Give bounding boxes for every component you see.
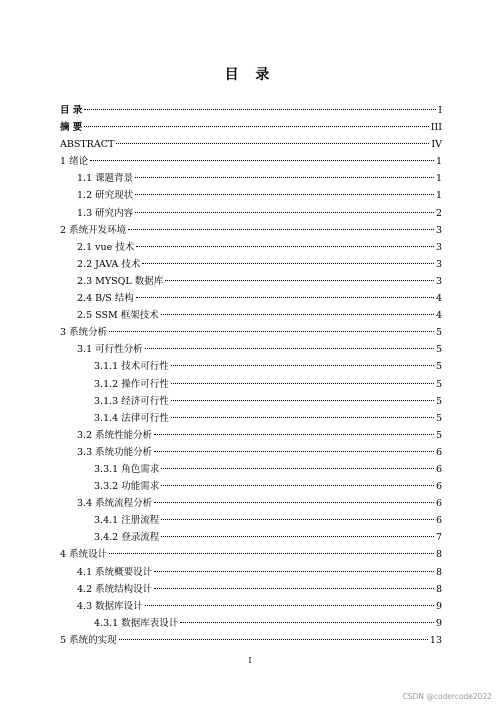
toc-leader-dots: [109, 331, 434, 332]
toc-entry-label: 2.5 SSM 框架技术: [77, 310, 159, 322]
toc-entry[interactable]: [60, 222, 442, 239]
toc-entry-page: 1: [435, 190, 442, 202]
toc-entry-label: 摘 要: [60, 122, 83, 134]
toc-entry-page: 1: [435, 156, 442, 168]
toc-entry-page: 8: [435, 549, 442, 561]
toc-leader-dots: [142, 263, 434, 264]
toc-entry[interactable]: [60, 461, 442, 478]
toc-entry[interactable]: [60, 529, 442, 546]
toc-entry-page: 5: [435, 327, 442, 339]
toc-entry-label: 5 系统的实现: [60, 634, 117, 646]
toc-entry-page: 5: [435, 412, 442, 424]
toc-leader-dots: [90, 160, 434, 161]
toc-entry-label: 4.3.1 数据库表设计: [94, 617, 179, 629]
toc-entry-page: 5: [435, 378, 442, 390]
toc-leader-dots: [171, 383, 434, 384]
toc-entry-page: 4: [435, 310, 442, 322]
toc-entry[interactable]: [60, 239, 442, 256]
toc-leader-dots: [171, 365, 434, 366]
toc-leader-dots: [154, 434, 434, 435]
toc-entry-page: I: [438, 105, 442, 116]
toc-entry-page: 9: [435, 600, 442, 612]
toc-leader-dots: [136, 246, 434, 247]
toc-entry-page: 1: [435, 173, 442, 185]
toc-entry[interactable]: [60, 615, 442, 632]
toc-entry[interactable]: [60, 393, 442, 410]
toc-entry-page: 3: [435, 258, 442, 270]
page-number: I: [248, 656, 252, 665]
toc-entry-page: 3: [435, 224, 442, 236]
toc-entry[interactable]: [60, 341, 442, 358]
toc-entry-label: 目 录: [60, 105, 83, 116]
toc-entry[interactable]: [60, 598, 442, 615]
toc-leader-dots: [135, 212, 434, 213]
toc-entry-label: 4 系统设计: [60, 549, 108, 561]
toc-leader-dots: [154, 571, 434, 572]
toc-entry[interactable]: [60, 478, 442, 495]
toc-entry-label: 1.1 课题背景: [77, 173, 134, 185]
toc-entry-label: 1 绪论: [60, 156, 89, 168]
toc-entry-page: 6: [435, 498, 442, 510]
toc-entry-label: 1.3 研究内容: [77, 207, 134, 219]
toc-entry[interactable]: [60, 512, 442, 529]
toc-entry-page: 3: [435, 275, 442, 287]
toc-entry[interactable]: [60, 427, 442, 444]
toc-entry[interactable]: [60, 564, 442, 581]
toc-leader-dots: [84, 109, 436, 110]
toc-entry-page: 8: [435, 566, 442, 578]
toc-entry-label: 3.3.2 功能需求: [94, 481, 160, 493]
toc-entry-page: 5: [435, 344, 442, 356]
toc-entry-label: 3.2 系统性能分析: [77, 429, 153, 441]
toc-leader-dots: [128, 229, 434, 230]
toc-leader-dots: [84, 126, 428, 127]
toc-entry-page: 5: [435, 429, 442, 441]
toc-entry[interactable]: [60, 632, 442, 649]
toc-leader-dots: [161, 536, 434, 537]
toc-entry[interactable]: [60, 273, 442, 290]
toc-entry-label: 4.1 系统概要设计: [77, 566, 153, 578]
toc-leader-dots: [109, 553, 434, 554]
toc-entry-label: 3.3.1 角色需求: [94, 463, 160, 475]
toc-entry-label: 2.4 B/S 结构: [77, 293, 134, 305]
toc-entry-label: 2.1 vue 技术: [77, 241, 135, 253]
toc-entry[interactable]: [60, 136, 442, 153]
toc-leader-dots: [161, 519, 434, 520]
toc-entry-page: 8: [435, 583, 442, 595]
toc-entry-page: 6: [435, 463, 442, 475]
toc-leader-dots: [145, 348, 434, 349]
toc-entry-label: 3.4.2 登录流程: [94, 532, 160, 544]
toc-leader-dots: [116, 143, 429, 144]
toc-leader-dots: [171, 400, 434, 401]
toc-leader-dots: [135, 177, 434, 178]
toc-entry[interactable]: [60, 444, 442, 461]
toc-entry[interactable]: [60, 376, 442, 393]
toc-entry-label: 3.1 可行性分析: [77, 344, 143, 356]
toc-entry-label: 3.1.3 经济可行性: [94, 395, 169, 407]
table-of-contents: [60, 102, 442, 649]
toc-entry[interactable]: [60, 170, 442, 187]
toc-entry-label: 2.3 MYSQL 数据库: [77, 275, 164, 287]
toc-entry-label: 3.1.4 法律可行性: [94, 412, 169, 424]
toc-entry[interactable]: [60, 119, 442, 136]
toc-entry-page: 6: [435, 515, 442, 527]
toc-entry-page: 4: [435, 293, 442, 305]
toc-leader-dots: [135, 194, 434, 195]
toc-entry-label: 2 系统开发环境: [60, 224, 127, 236]
toc-entry[interactable]: [60, 153, 442, 170]
toc-entry-label: 3.4 系统流程分析: [77, 498, 153, 510]
toc-entry[interactable]: [60, 581, 442, 598]
toc-entry-label: 3.1.2 操作可行性: [94, 378, 169, 390]
toc-entry-label: 4.3 数据库设计: [77, 600, 143, 612]
toc-leader-dots: [119, 639, 428, 640]
toc-entry[interactable]: [60, 187, 442, 204]
toc-leader-dots: [171, 417, 434, 418]
toc-entry-label: ABSTRACT: [60, 139, 115, 151]
watermark: CSDN @codercode2022: [402, 692, 492, 701]
toc-entry-label: 2.2 JAVA 技术: [77, 258, 141, 270]
toc-entry-page: 5: [435, 395, 442, 407]
toc-entry-label: 3.4.1 注册流程: [94, 515, 160, 527]
toc-entry-label: 3 系统分析: [60, 327, 108, 339]
toc-entry[interactable]: [60, 256, 442, 273]
toc-entry[interactable]: [60, 102, 442, 119]
toc-entry-label: 4.2 系统结构设计: [77, 583, 153, 595]
toc-entry[interactable]: [60, 358, 442, 375]
toc-leader-dots: [154, 451, 434, 452]
toc-entry-label: 3.3 系统功能分析: [77, 446, 153, 458]
toc-entry[interactable]: [60, 324, 442, 341]
toc-entry[interactable]: [60, 307, 442, 324]
toc-leader-dots: [136, 297, 434, 298]
toc-entry-page: 6: [435, 446, 442, 458]
toc-leader-dots: [154, 502, 434, 503]
toc-leader-dots: [161, 485, 434, 486]
toc-leader-dots: [145, 605, 434, 606]
toc-entry-page: 13: [429, 634, 442, 646]
toc-entry-page: III: [430, 122, 442, 134]
toc-leader-dots: [165, 280, 434, 281]
toc-entry-page: 7: [435, 532, 442, 544]
toc-entry-page: 2: [435, 207, 442, 219]
toc-entry-page: 5: [435, 361, 442, 373]
toc-entry-label: 1.2 研究现状: [77, 190, 134, 202]
toc-entry-page: 3: [435, 241, 442, 253]
toc-entry[interactable]: [60, 546, 442, 563]
toc-entry[interactable]: [60, 495, 442, 512]
toc-leader-dots: [161, 468, 434, 469]
page-title: 目 录: [224, 67, 276, 83]
toc-entry[interactable]: [60, 205, 442, 222]
toc-entry[interactable]: [60, 410, 442, 427]
toc-entry-page: 6: [435, 481, 442, 493]
toc-entry[interactable]: [60, 290, 442, 307]
toc-leader-dots: [180, 622, 434, 623]
toc-entry-page: 9: [435, 617, 442, 629]
toc-leader-dots: [161, 314, 434, 315]
toc-entry-page: IV: [431, 139, 442, 151]
toc-leader-dots: [154, 588, 434, 589]
toc-entry-label: 3.1.1 技术可行性: [94, 361, 169, 373]
